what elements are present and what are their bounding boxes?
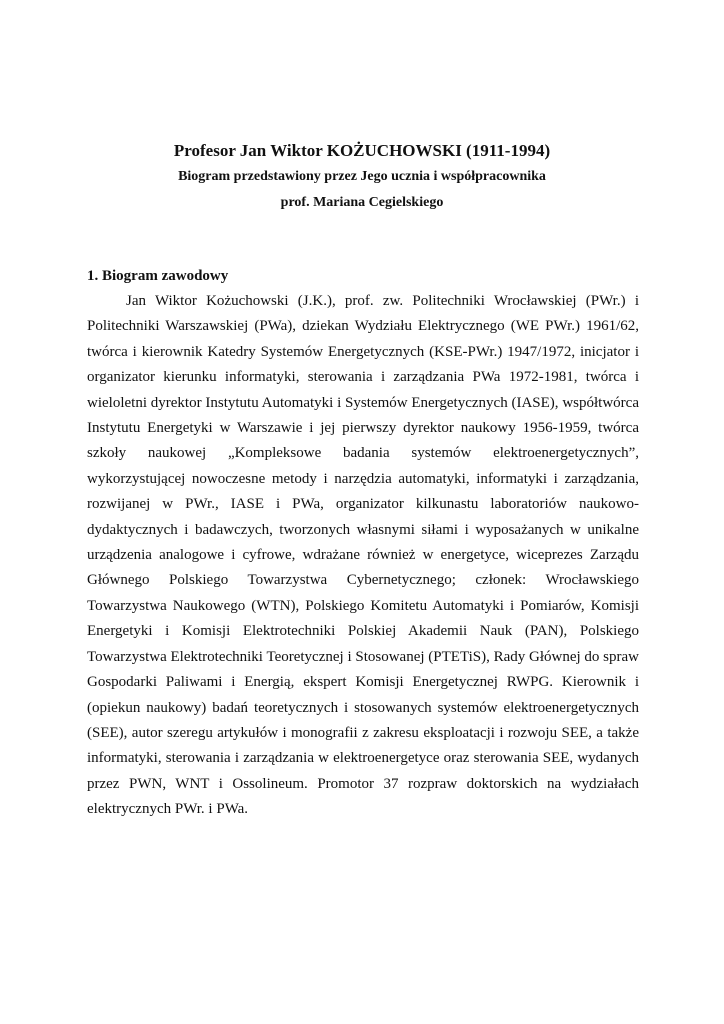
document-title: Profesor Jan Wiktor KOŻUCHOWSKI (1911-1994) [173, 141, 551, 160]
section-paragraph: Jan Wiktor Kożuchowski (J.K.), prof. zw. Politechniki Wrocławskiej (PWr.) i Politechniki Warszawskiej (PWa), dziekan Wydziału Elektrycznego (WE PWr.) 1961/62, twórca i kierownik Katedry Systemów Energetycznych (KSE-PWr.) 1947/1972, inicjator i organizator kierunku informatyki, sterowania i zarządzania PWa 1972-1981, twórca i wieloletni dyrektor Instytutu Automatyki i Systemów Energetycznych (IASE), współtwórca Instytutu Energetyki w Warszawie i jej pierwszy dyrektor naukowy 1956-1959, twórca szkoły naukowej „Kompleksowe badania systemów elektroenergetycznych”, wykorzystującej nowoczesne metody i narzędzia automatyki, informatyki i zarządzania, rozwijanej w PWr., IASE i PWa, organizator kilkunastu laboratoriów naukowo-dydaktycznych i badawczych, tworzonych własnymi siłami i wyposażanych w unikalne urządzenia analogowe i cyfrowe, wdrażane również w energetyce, wiceprezes Zarządu Głównego Polskiego Towarzystwa Cybernetycznego; członek: Wrocławskiego Towarzystwa Naukowego (WTN), Polskiego Komitetu Automatyki i Pomiarów, Komisji Energetyki i Komisji Elektrotechniki Polskiej Akademii Nauk (PAN), Polskiego Towarzystwa Elektrotechniki Teoretycznej i Stosowanej (PTETiS), Rady Głównej do spraw Gospodarki Paliwami i Energią, ekspert Komisji Energetycznej RWPG. Kierownik i (opiekun naukowy) badań teoretycznych i stosowanych systemów elektroenergetycznych (SEE), autor szeregu artykułów i monografii z zakresu eksploatacji i rozwoju SEE, a także informatyki, sterowania i zarządzania w elektroenergetyce oraz sterowania SEE, wydanych przez PWN, WNT i Ossolineum. Promotor 37 rozpraw doktorskich na wydziałach elektrycznych PWr. i PWa. [87, 293, 639, 818]
section-biogram-zawodowy [87, 263, 639, 823]
title-block [0, 138, 724, 216]
section-heading: 1. Biogram zawodowy [87, 268, 229, 284]
document-subtitle-line1: Biogram przedstawiony przez Jego ucznia i współpracownika [178, 169, 546, 184]
document-subtitle-line2: prof. Mariana Cegielskiego [280, 195, 444, 210]
